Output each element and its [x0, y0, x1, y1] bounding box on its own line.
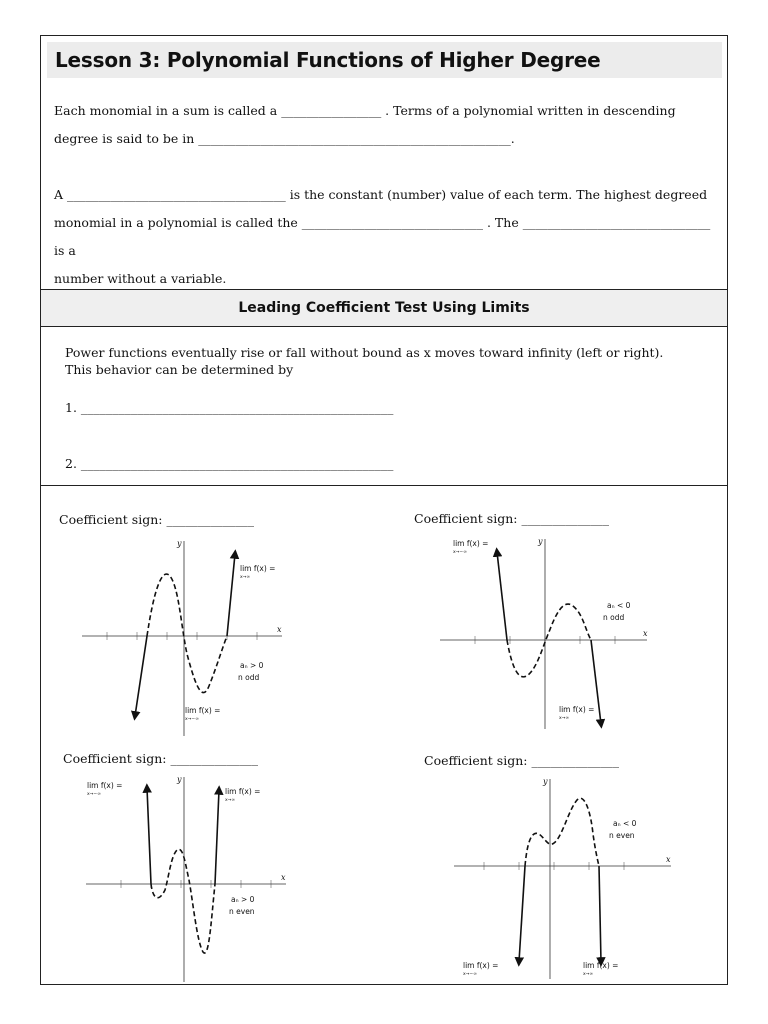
- section-heading: Leading Coefficient Test Using Limits: [41, 289, 727, 327]
- dashed-curve: [147, 574, 227, 693]
- coefficient-sign-label-3: Coefficient sign: ______________: [63, 751, 258, 766]
- dashed-curve: [151, 849, 215, 953]
- limit-left-sub: x→−∞: [87, 792, 101, 797]
- limit-right-sub: x→∞: [225, 798, 236, 803]
- y-axis-label: y: [177, 775, 182, 784]
- limit-left: lim f(x) =: [185, 706, 221, 715]
- intro-line: This behavior can be determined by: [65, 362, 294, 377]
- graph-positive-even: [81, 772, 291, 982]
- section-intro: [65, 344, 705, 378]
- definition-line: degree is said to be in __________________________________________________.: [54, 131, 515, 146]
- x-axis-label: x: [281, 873, 286, 882]
- right-end-arrow: [227, 554, 235, 636]
- y-axis-label: y: [538, 537, 543, 546]
- coefficient-sign-label-1: Coefficient sign: ______________: [59, 512, 254, 527]
- limit-left: lim f(x) =: [463, 961, 499, 970]
- definitions-paragraph-2: [54, 181, 714, 293]
- limit-right-sub: x→∞: [559, 716, 570, 721]
- limit-right: lim f(x) =: [240, 564, 276, 573]
- limit-left: lim f(x) =: [87, 781, 123, 790]
- blank-item-1: 1. __________________________________________________: [65, 400, 394, 415]
- condition-coefficient: aₙ > 0: [231, 895, 255, 904]
- graph-positive-odd: [77, 536, 287, 736]
- left-end-arrow: [135, 636, 147, 716]
- condition-coefficient: aₙ < 0: [607, 601, 631, 610]
- y-axis-label: y: [177, 539, 182, 548]
- condition-degree: n even: [229, 907, 255, 916]
- y-axis-label: y: [543, 777, 548, 786]
- condition-degree: n odd: [238, 673, 260, 682]
- dashed-curve: [507, 604, 591, 677]
- right-end-arrow: [215, 790, 219, 884]
- limit-right-sub: x→∞: [583, 972, 594, 977]
- coefficient-sign-label-4: Coefficient sign: ______________: [424, 753, 619, 768]
- intro-line: Power functions eventually rise or fall without bound as x moves toward infinity (left or right).: [65, 345, 664, 360]
- x-axis-label: x: [643, 629, 648, 638]
- condition-degree: n even: [609, 831, 635, 840]
- limit-right: lim f(x) =: [225, 787, 261, 796]
- definition-line: Each monomial in a sum is called a ________________ . Terms of a polynomial written in descending: [54, 103, 676, 118]
- graph-negative-odd: [435, 534, 650, 729]
- condition-coefficient: aₙ > 0: [240, 661, 264, 670]
- limit-left: lim f(x) =: [453, 539, 489, 548]
- left-end-arrow: [147, 788, 151, 884]
- x-axis-label: x: [666, 855, 671, 864]
- condition-degree: n odd: [603, 613, 625, 622]
- left-end-arrow: [519, 866, 525, 962]
- x-axis-label: x: [277, 625, 282, 634]
- limit-left-sub: x→−∞: [463, 972, 477, 977]
- worksheet-page: [40, 35, 728, 985]
- limit-right: lim f(x) =: [559, 705, 595, 714]
- definition-line: monomial in a polynomial is called the _____________________________ . The ______________________________ is a: [54, 215, 711, 258]
- limit-right: lim f(x) =: [583, 961, 619, 970]
- right-end-arrow: [599, 866, 601, 962]
- blank-item-2: 2. __________________________________________________: [65, 456, 394, 471]
- definition-line: number without a variable.: [54, 271, 227, 286]
- left-end-arrow: [497, 552, 507, 640]
- dashed-curve: [525, 798, 599, 866]
- coefficient-sign-label-2: Coefficient sign: ______________: [414, 511, 609, 526]
- limit-left-sub: x→−∞: [453, 550, 467, 555]
- condition-coefficient: aₙ < 0: [613, 819, 637, 828]
- limit-right-sub: x→∞: [240, 575, 251, 580]
- limit-left-sub: x→−∞: [185, 717, 199, 722]
- section-divider: [41, 485, 727, 486]
- graph-negative-even: [449, 774, 674, 979]
- lesson-title: Lesson 3: Polynomial Functions of Higher Degree: [47, 42, 722, 78]
- definitions-paragraph-1: [54, 97, 714, 153]
- definition-line: A ___________________________________ is the constant (number) value of each term. The highest degreed: [54, 187, 708, 202]
